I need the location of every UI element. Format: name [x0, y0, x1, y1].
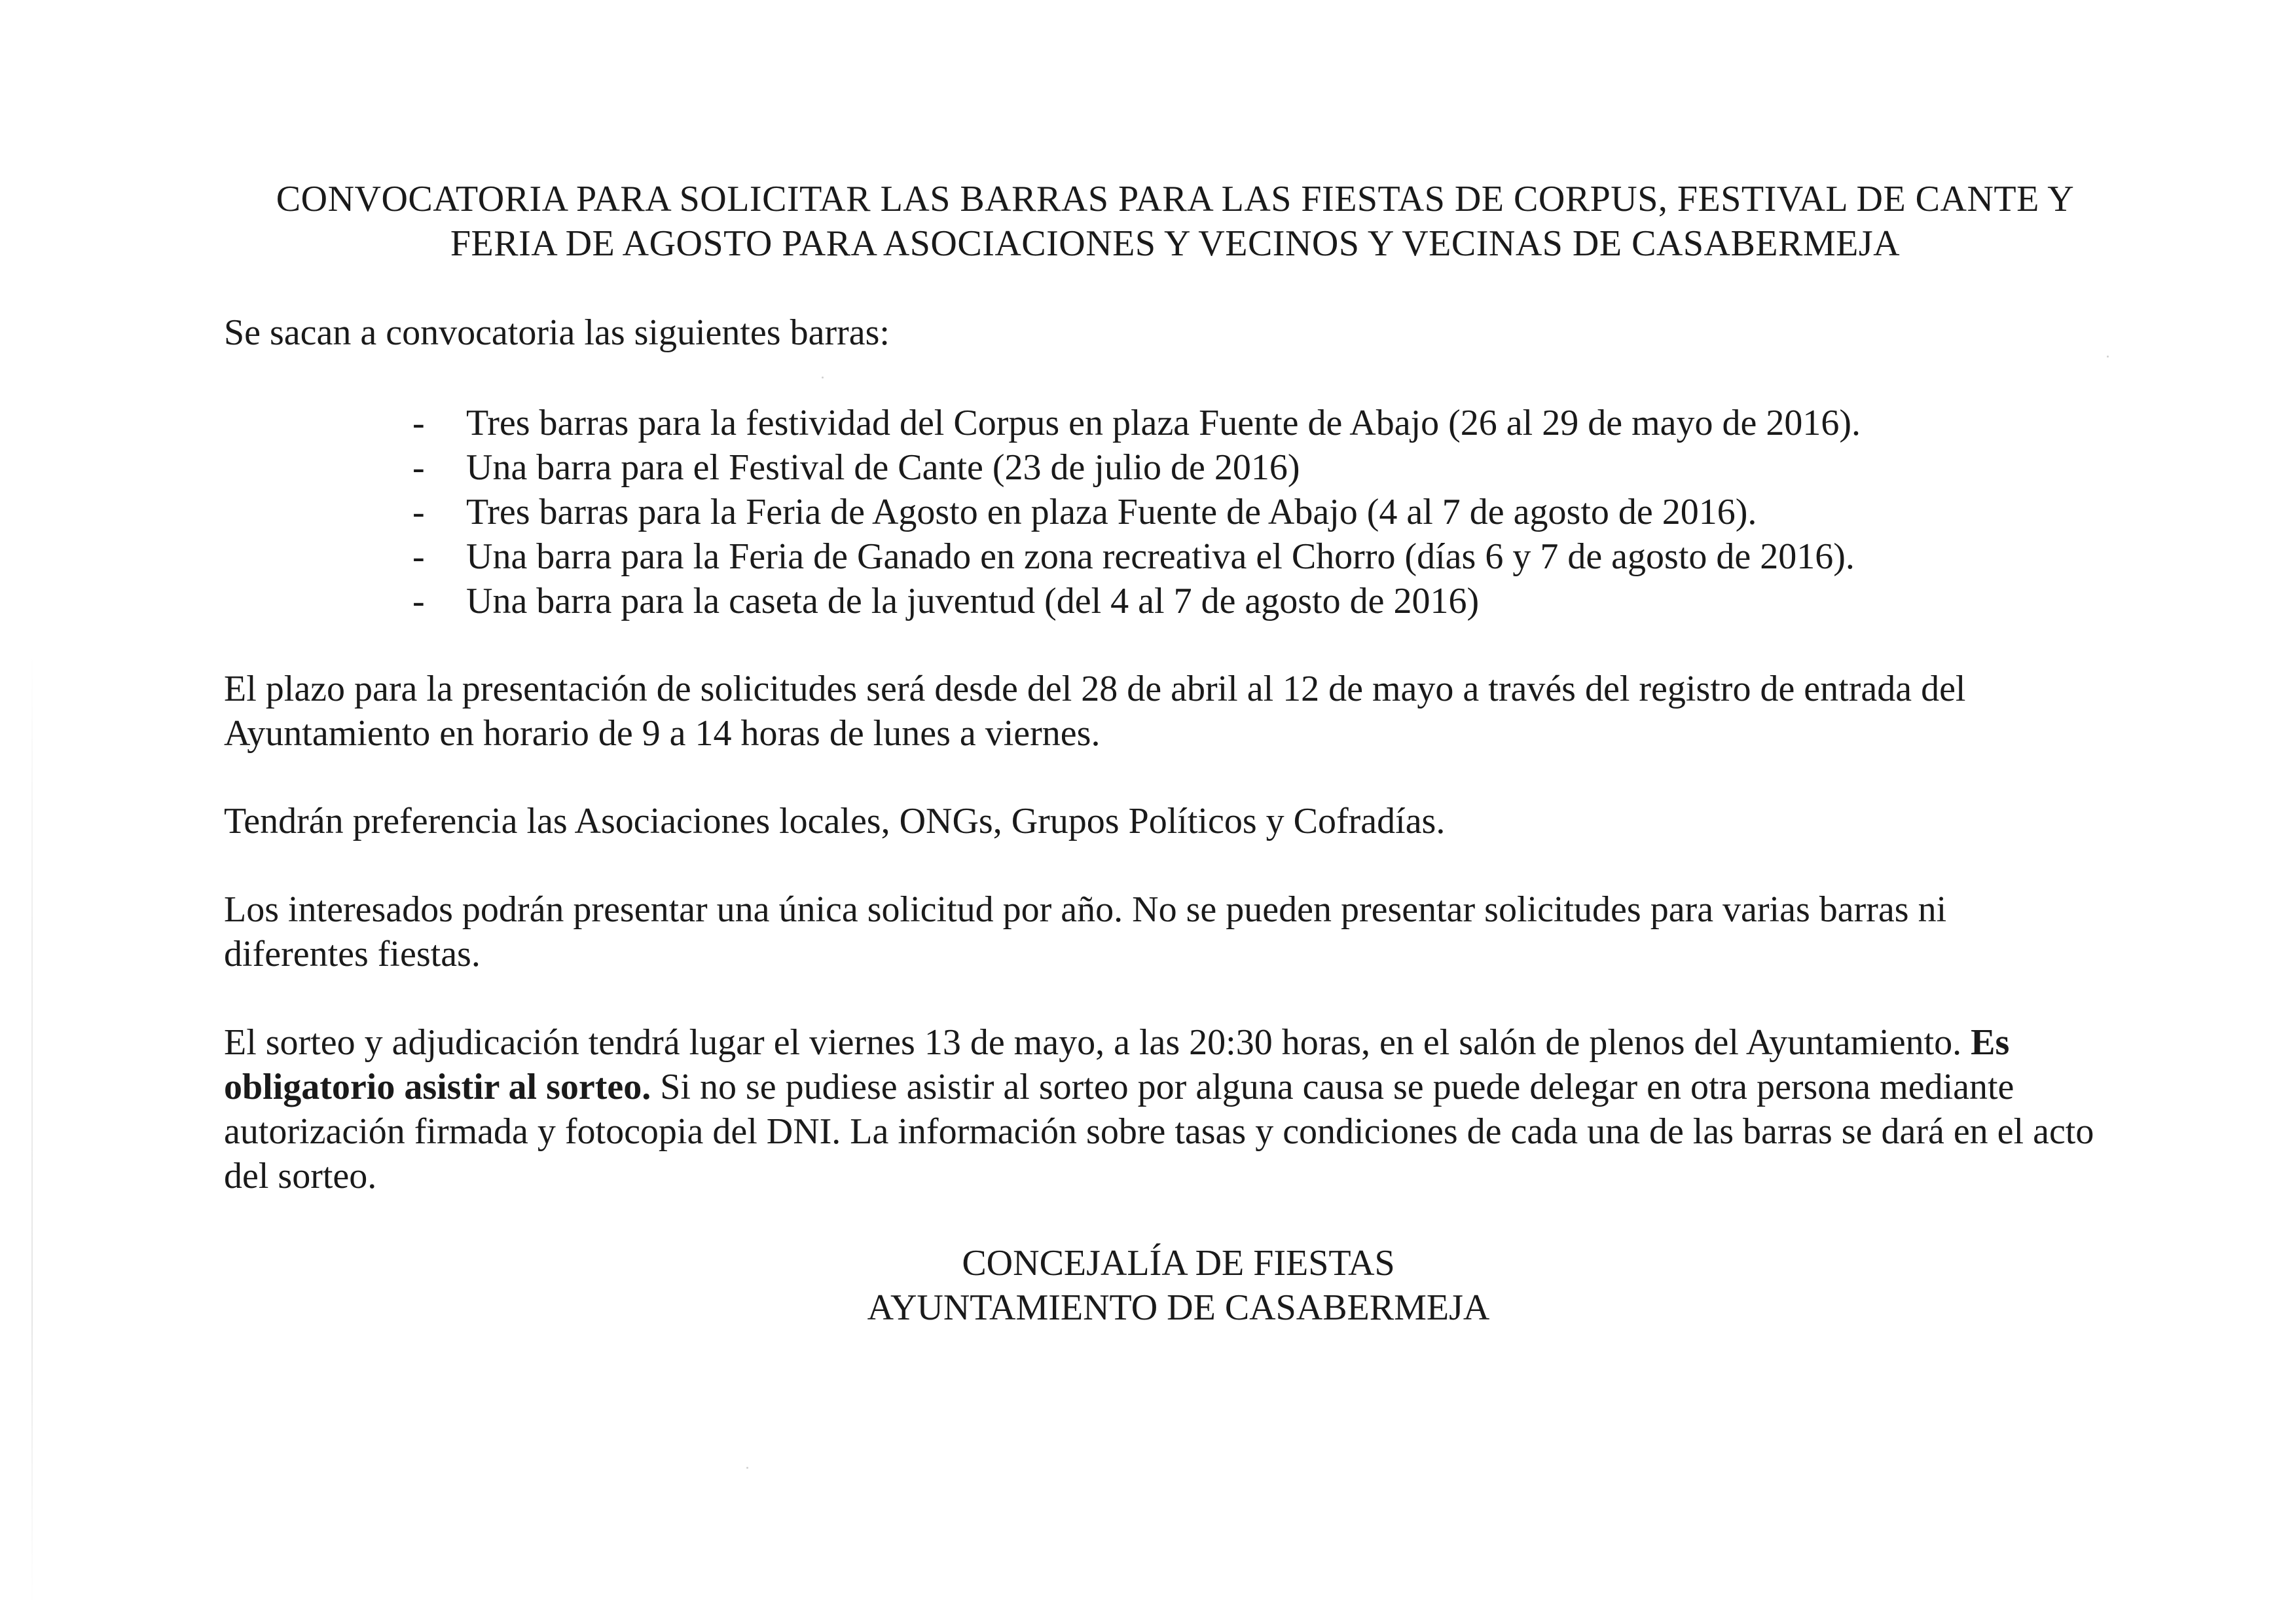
list-item — [412, 579, 2180, 623]
plazo-paragraph — [224, 667, 2136, 756]
scan-edge-line — [31, 655, 33, 1604]
scan-speck — [2107, 356, 2109, 358]
scan-speck — [746, 1467, 748, 1469]
sorteo-paragraph — [224, 1020, 2136, 1198]
list-item-text: Una barra para el Festival de Cante (23 de julio de 2016) — [466, 447, 1300, 488]
list-item — [412, 490, 2180, 534]
sorteo-text-2: Si no se pudiese asistir al sorteo por alguna causa se puede delegar en otra persona mediante autorización firmada y fotocopia del DNI. La información sobre tasas y condiciones de cada una de las barras se dará en el acto del sorteo. — [224, 1067, 2094, 1196]
list-item — [412, 401, 2180, 445]
list-item — [412, 534, 2180, 579]
title-line-2: FERIA DE AGOSTO PARA ASOCIACIONES Y VECINOS Y VECINAS DE CASABERMEJA — [450, 223, 1901, 264]
scan-speck — [822, 377, 824, 378]
unica-line-1: Los interesados podrán presentar una única solicitud por año. No se pueden presentar solicitudes para varias barras ni — [224, 889, 1947, 930]
bullet-dash: - — [412, 492, 425, 532]
list-item-text: Una barra para la Feria de Ganado en zona recreativa el Chorro (días 6 y 7 de agosto de 2016). — [466, 536, 1855, 577]
plazo-line-2: Ayuntamiento en horario de 9 a 14 horas de lunes a viernes. — [224, 713, 1101, 754]
bullet-dash: - — [412, 536, 425, 577]
list-item-text: Una barra para la caseta de la juventud (del 4 al 7 de agosto de 2016) — [466, 581, 1480, 621]
intro-paragraph: Se sacan a convocatoria las siguientes barras: — [224, 312, 890, 353]
bullet-dash: - — [412, 403, 425, 443]
list-item-text: Tres barras para la festividad del Corpus en plaza Fuente de Abajo (26 al 29 de mayo de 2016). — [466, 403, 1861, 443]
list-item-text: Tres barras para la Feria de Agosto en plaza Fuente de Abajo (4 al 7 de agosto de 2016). — [466, 492, 1757, 532]
unica-solicitud-paragraph — [224, 887, 2136, 976]
signature-line-2: AYUNTAMIENTO DE CASABERMEJA — [867, 1287, 1490, 1328]
signature-block — [720, 1241, 1637, 1330]
bullet-dash: - — [412, 447, 425, 488]
signature-line-1: CONCEJALÍA DE FIESTAS — [962, 1243, 1395, 1283]
sorteo-obligatorio-bold: Es obligatorio asistir al sorteo. — [224, 1022, 2010, 1107]
preferencia-paragraph: Tendrán preferencia las Asociaciones locales, ONGs, Grupos Políticos y Cofradías. — [224, 801, 1446, 841]
document-title — [196, 177, 2154, 266]
bullet-dash: - — [412, 581, 425, 621]
sorteo-text-1: El sorteo y adjudicación tendrá lugar el viernes 13 de mayo, a las 20:30 horas, en el salón de plenos del Ayuntamiento. — [224, 1022, 1971, 1063]
unica-line-2: diferentes fiestas. — [224, 934, 481, 974]
plazo-line-1: El plazo para la presentación de solicitudes será desde del 28 de abril al 12 de mayo a través del registro de entrada del — [224, 669, 1966, 709]
list-item — [412, 445, 2180, 490]
title-line-1: CONVOCATORIA PARA SOLICITAR LAS BARRAS PARA LAS FIESTAS DE CORPUS, FESTIVAL DE CANTE Y — [276, 179, 2075, 219]
barras-list — [412, 401, 2180, 623]
